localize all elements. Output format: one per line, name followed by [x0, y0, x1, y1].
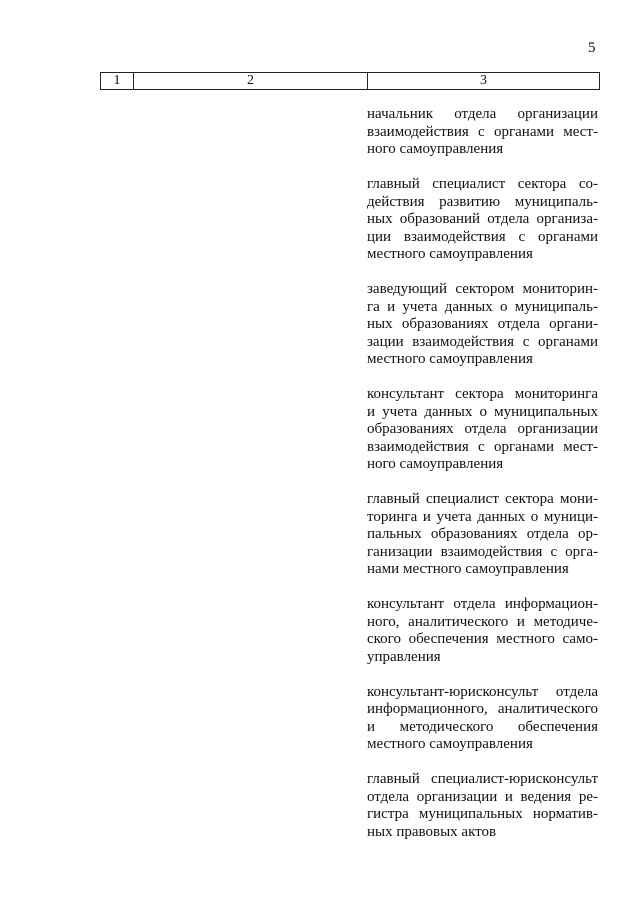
header-col-1: 1	[101, 73, 134, 90]
entry-line: ганизации взаимодействия с орга-	[367, 543, 598, 560]
entry-line: образованиях отдела организации	[367, 421, 598, 437]
entry-line: главный специалист сектора мони-	[367, 491, 598, 507]
entry-line: отдела организации и ведения ре-	[367, 788, 598, 805]
entry-line: главный специалист сектора со-	[367, 176, 598, 192]
entry-line: ного, аналитического и методиче-	[367, 613, 598, 630]
entry-line: и учета данных о муниципальных	[367, 403, 598, 420]
position-entry	[367, 386, 598, 474]
position-entry	[367, 771, 598, 841]
entry-line: зации взаимодействия с органами	[367, 333, 598, 350]
entry-line: местного самоуправления	[367, 736, 533, 752]
header-col-2: 2	[134, 73, 368, 90]
entry-line: начальник отдела организации	[367, 106, 598, 122]
header-col-3: 3	[368, 73, 600, 90]
entry-line: консультант отдела информацион-	[367, 596, 598, 612]
entry-line: нами местного самоуправления	[367, 561, 569, 577]
position-entry	[367, 684, 598, 754]
entry-line: взаимодействия с органами мест-	[367, 438, 598, 455]
entry-line: торинга и учета данных о муници-	[367, 508, 598, 525]
entry-line: главный специалист-юрисконсульт	[367, 771, 598, 787]
entry-line: консультант сектора мониторинга	[367, 386, 598, 402]
position-entry	[367, 106, 598, 159]
entry-line: ных образований отдела организа-	[367, 211, 598, 227]
table-header	[100, 72, 600, 90]
entry-line: ского обеспечения местного само-	[367, 631, 598, 647]
entry-line: ных образованиях отдела органи-	[367, 316, 598, 332]
entry-line: и методического обеспечения	[367, 718, 598, 735]
entry-line: управления	[367, 648, 441, 665]
entry-line: гистра муниципальных норматив-	[367, 806, 598, 822]
page-number: 5	[588, 40, 596, 56]
position-entry	[367, 281, 598, 369]
entry-line: взаимодействия с органами мест-	[367, 123, 598, 140]
entry-line: ных правовых актов	[367, 823, 497, 840]
entry-line: действия развитию муниципаль-	[367, 193, 598, 210]
position-entry	[367, 491, 598, 579]
entry-line: ции взаимодействия с органами	[367, 228, 598, 245]
entry-line: консультант-юрисконсульт отдела	[367, 683, 598, 700]
column-3-entries	[367, 106, 598, 859]
position-entry	[367, 176, 598, 264]
entry-line: заведующий сектором мониторин-	[367, 281, 598, 297]
entry-line: га и учета данных о муниципаль-	[367, 298, 598, 315]
entry-line: ного самоуправления	[367, 141, 504, 157]
entry-line: ного самоуправления	[367, 456, 504, 472]
entry-line: пальных образованиях отдела ор-	[367, 526, 598, 542]
entry-line: местного самоуправления	[367, 246, 533, 262]
position-entry	[367, 596, 598, 666]
entry-line: местного самоуправления	[367, 351, 533, 367]
entry-line: информационного, аналитического	[367, 701, 598, 717]
